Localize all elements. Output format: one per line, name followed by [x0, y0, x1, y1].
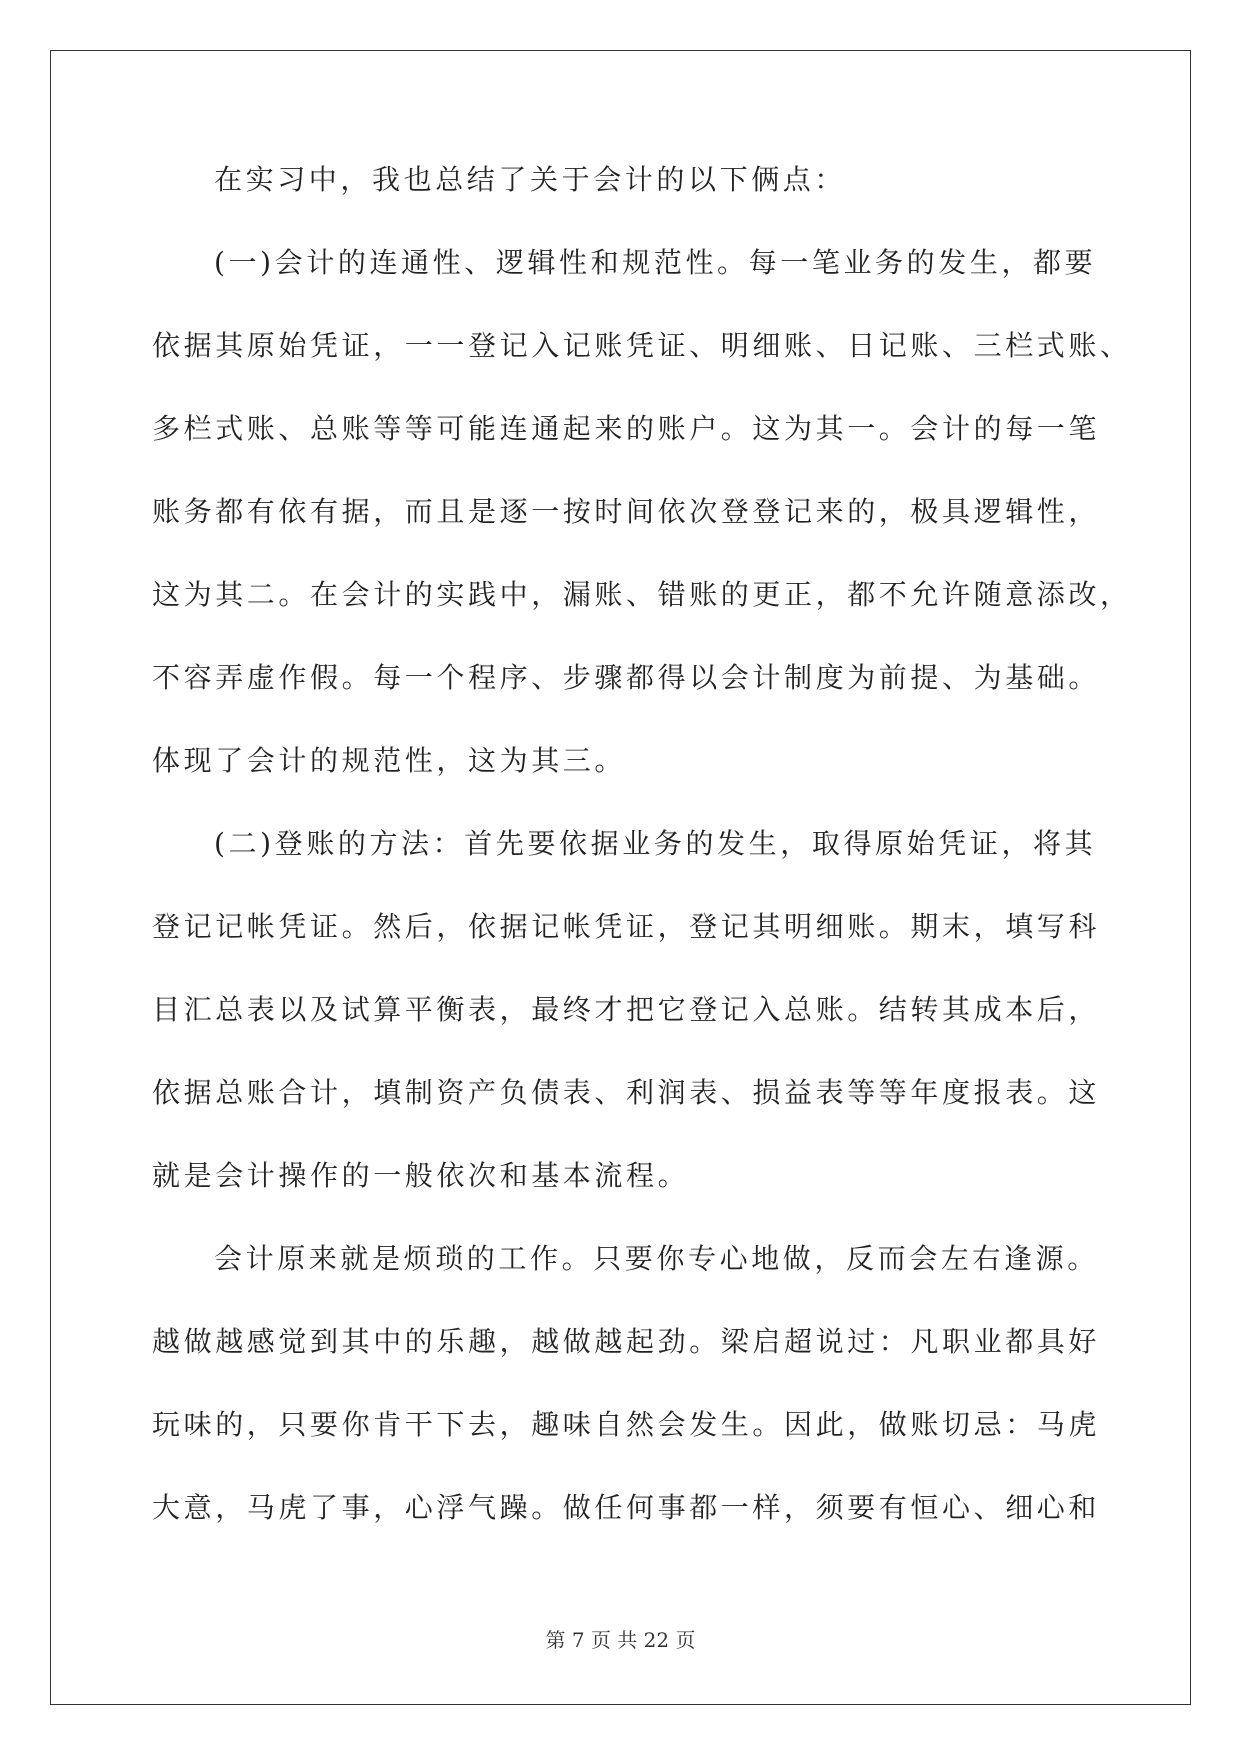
paragraph-line: 在实习中，我也总结了关于会计的以下俩点：: [214, 163, 847, 196]
page-number-footer: 第 7 页 共 22 页: [545, 1628, 696, 1652]
paragraph-line: (一)会计的连通性、逻辑性和规范性。每一笔业务的发生，都要: [214, 246, 1097, 279]
paragraph-line: 登记记帐凭证。然后，依据记帐凭证，登记其明细账。期末，填写科: [152, 910, 1101, 943]
paragraph-line: 账务都有依有据，而且是逐一按时间依次登登记来的，极具逻辑性，: [152, 495, 1101, 528]
paragraph-line: 大意，马虎了事，心浮气躁。做任何事都一样，须要有恒心、细心和: [152, 1491, 1101, 1524]
paragraph-line: 越做越感觉到其中的乐趣，越做越起劲。梁启超说过：凡职业都具好: [152, 1325, 1101, 1358]
paragraph-line: 这为其二。在会计的实践中，漏账、错账的更正，都不允许随意添改，: [152, 578, 1132, 611]
paragraph-line: 目汇总表以及试算平衡表，最终才把它登记入总账。结转其成本后，: [152, 993, 1101, 1026]
paragraph-line: 体现了会计的规范性，这为其三。: [152, 744, 627, 777]
paragraph-line: 玩味的，只要你肯干下去，趣味自然会发生。因此，做账切忌：马虎: [152, 1408, 1101, 1441]
paragraph-line: 会计原来就是烦琐的工作。只要你专心地做，反而会左右逢源。: [214, 1242, 1099, 1275]
paragraph-line: 依据总账合计，填制资产负债表、利润表、损益表等等年度报表。这: [152, 1076, 1101, 1109]
paragraph-line: 依据其原始凭证，一一登记入记账凭证、明细账、日记账、三栏式账、: [152, 329, 1132, 362]
paragraph-line: 不容弄虚作假。每一个程序、步骤都得以会计制度为前提、为基础。: [152, 661, 1101, 694]
paragraph-line: 多栏式账、总账等等可能连通起来的账户。这为其一。会计的每一笔: [152, 412, 1101, 445]
paragraph-line: (二)登账的方法：首先要依据业务的发生，取得原始凭证，将其: [214, 827, 1097, 860]
paragraph-line: 就是会计操作的一般依次和基本流程。: [152, 1159, 690, 1192]
document-body: [152, 163, 1132, 1577]
